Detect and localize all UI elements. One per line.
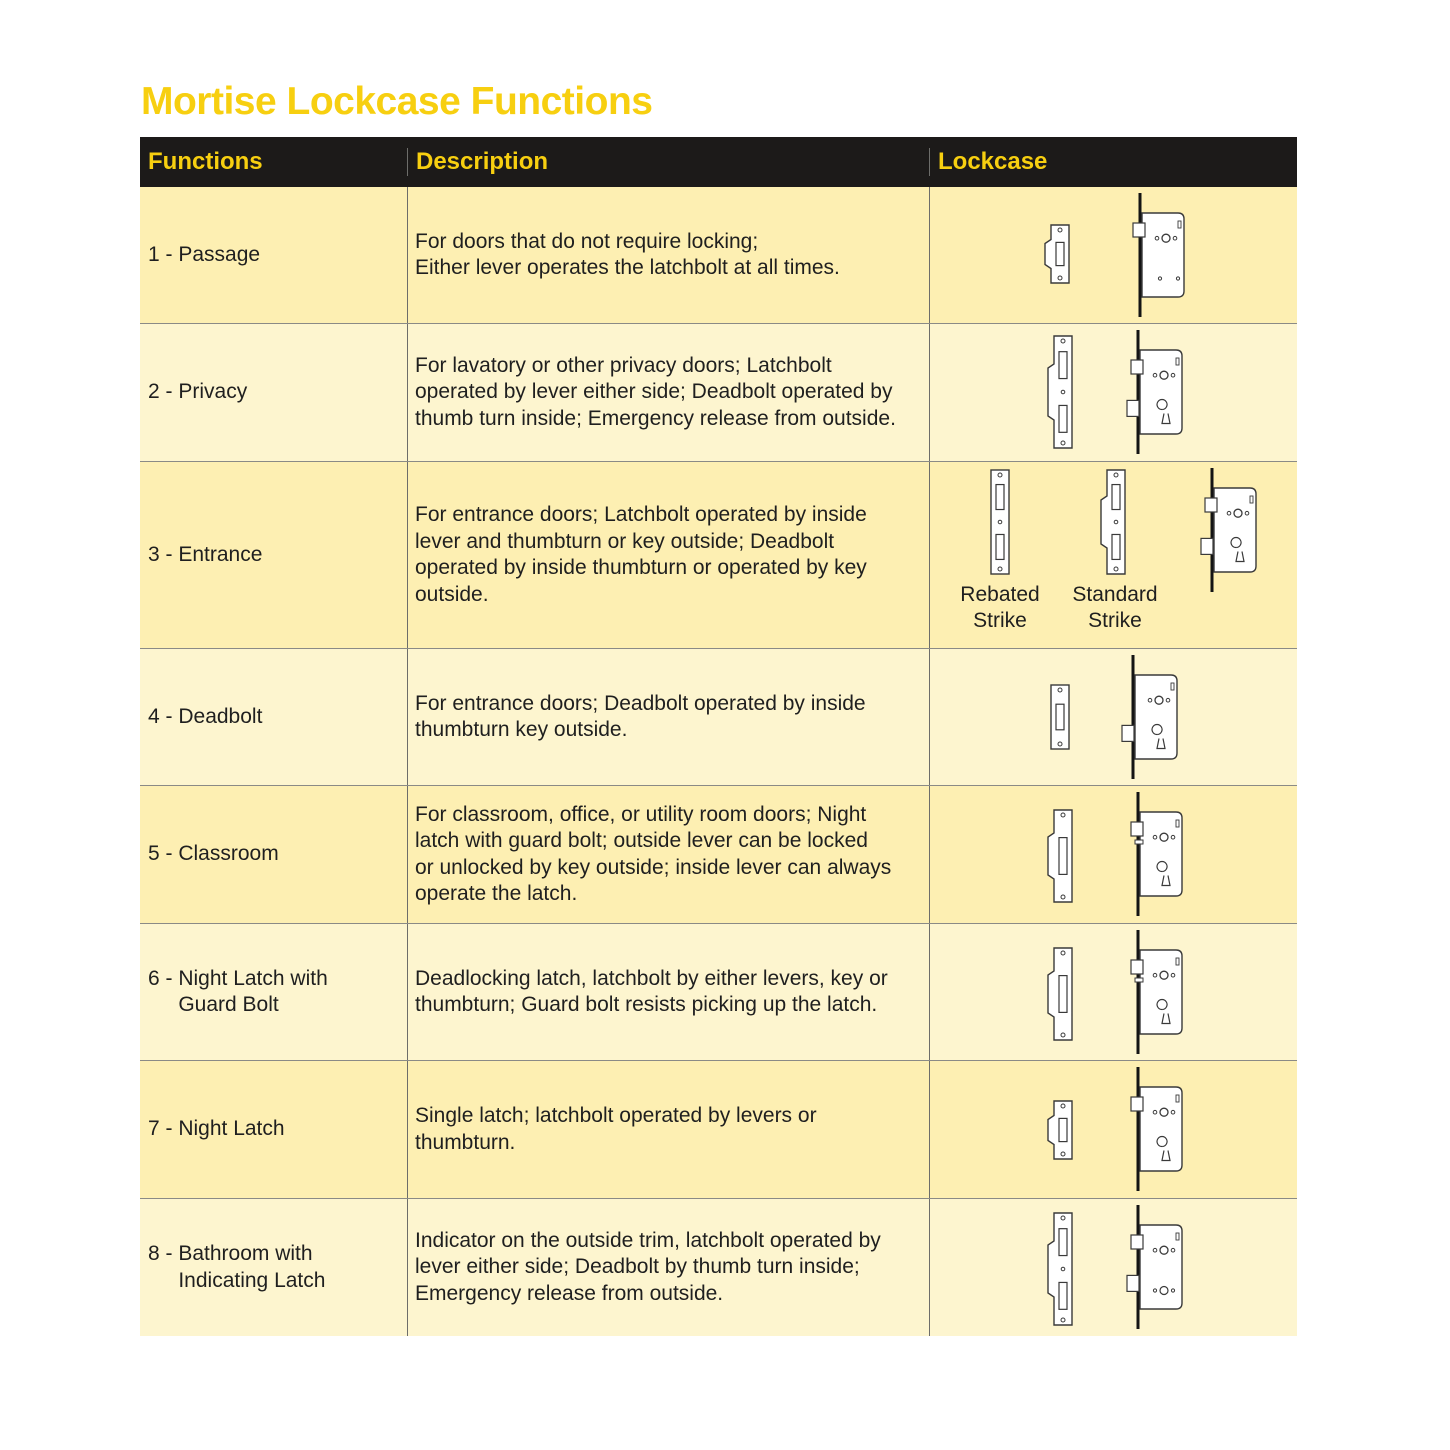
function-name: Bathroom with: [178, 1242, 313, 1265]
lockcase-cell: [930, 786, 1297, 923]
function-name: Classroom: [178, 842, 279, 866]
standard-strike-label: Standard Strike: [1072, 583, 1158, 632]
function-number: 1 -: [148, 242, 179, 266]
night-latch-lockcase-icon: [930, 1061, 1297, 1199]
description-line: For lavatory or other privacy doors; Latchbolt: [415, 353, 832, 377]
table-body: [140, 187, 1297, 1336]
description-line: For doors that do not require locking;: [415, 229, 759, 253]
table-row: [140, 462, 1297, 649]
function-number: 7 -: [148, 1117, 179, 1141]
description-cell: [408, 786, 930, 923]
description-line: operate the latch.: [415, 882, 578, 905]
description-line: thumbturn.: [415, 1130, 516, 1154]
description-line: latch with guard bolt; outside lever can be locked: [415, 829, 868, 852]
description-line: Single latch; latchbolt operated by levers or: [415, 1104, 817, 1127]
function-name: Night Latch with: [178, 966, 328, 990]
passage-lockcase-icon: [930, 187, 1297, 324]
function-cell: [140, 1061, 408, 1198]
description-line: Indicator on the outside trim, latchbolt operated by: [415, 1228, 881, 1252]
lockcase-cell: [930, 187, 1297, 323]
deadbolt-lockcase-icon: [930, 649, 1297, 786]
function-name: Deadbolt: [178, 704, 263, 728]
description-line: Deadlocking latch, latchbolt by either levers, key or: [415, 966, 888, 990]
lockcase-cell: [930, 462, 1297, 648]
classroom-lockcase-icon: [930, 786, 1297, 924]
lockcase-cell: [930, 1061, 1297, 1198]
function-number: 2 -: [148, 380, 179, 404]
table-row: [140, 187, 1297, 324]
function-number: 5 -: [148, 842, 179, 866]
function-cell: [140, 462, 408, 648]
function-cell: [140, 786, 408, 923]
bathroom-indicating-lockcase-icon: [930, 1199, 1297, 1336]
function-name: Entrance: [178, 542, 263, 566]
function-name: Guard Bolt: [178, 993, 279, 1016]
function-name: Passage: [178, 242, 261, 266]
description-cell: [408, 187, 930, 323]
table-row: [140, 324, 1297, 462]
description-line: lever either side; Deadbolt by thumb turn inside;: [415, 1255, 860, 1279]
function-cell: [140, 1199, 408, 1336]
description-line: lever and thumbturn or key outside; Deadbolt: [415, 529, 835, 553]
table-row: [140, 649, 1297, 786]
function-number: 3 -: [148, 542, 179, 566]
privacy-lockcase-icon: [930, 324, 1297, 462]
lockcase-cell: [930, 649, 1297, 785]
description-line: outside.: [415, 582, 489, 606]
table-row: [140, 1061, 1297, 1199]
description-cell: [408, 649, 930, 785]
lockcase-cell: [930, 924, 1297, 1060]
table-row: [140, 1199, 1297, 1336]
function-name: Privacy: [178, 380, 248, 404]
page-title: Mortise Lockcase Functions: [141, 80, 653, 123]
function-cell: [140, 324, 408, 461]
table-header: [140, 137, 1297, 187]
header-functions: Functions: [140, 148, 408, 176]
header-lockcase: Lockcase: [938, 148, 1048, 175]
table-row: [140, 786, 1297, 924]
description-line: thumbturn key outside.: [415, 718, 628, 741]
description-cell: [408, 1199, 930, 1336]
night-latch-guard-bolt-lockcase-icon: [930, 924, 1297, 1061]
description-line: For classroom, office, or utility room doors; Night: [415, 802, 867, 826]
function-cell: [140, 924, 408, 1060]
description-line: operated by lever either side; Deadbolt operated by: [415, 380, 893, 404]
description-line: operated by inside thumbturn or operated by key: [415, 556, 867, 579]
description-cell: [408, 1061, 930, 1198]
description-line: For entrance doors; Deadbolt operated by inside: [415, 691, 866, 715]
description-line: thumbturn; Guard bolt resists picking up the latch.: [415, 993, 878, 1016]
rebated-strike-label: Rebated Strike: [960, 583, 1040, 632]
lockcase-cell: [930, 1199, 1297, 1336]
description-cell: [408, 924, 930, 1060]
function-name: Indicating Latch: [178, 1268, 326, 1292]
description-line: Either lever operates the latchbolt at all times.: [415, 256, 840, 279]
function-number: 6 -: [148, 966, 179, 990]
function-cell: [140, 649, 408, 785]
description-line: Emergency release from outside.: [415, 1281, 724, 1305]
function-number: 8 -: [148, 1242, 179, 1265]
description-line: or unlocked by key outside; inside lever can always: [415, 855, 892, 879]
table-row: [140, 924, 1297, 1061]
description-cell: [408, 462, 930, 648]
description-line: thumb turn inside; Emergency release from outside.: [415, 406, 896, 430]
lockcase-cell: [930, 324, 1297, 461]
description-cell: [408, 324, 930, 461]
header-description: Description: [408, 148, 930, 176]
function-number: 4 -: [148, 704, 179, 728]
lockcase-functions-table: [140, 137, 1297, 1336]
description-line: For entrance doors; Latchbolt operated by inside: [415, 503, 867, 526]
function-cell: [140, 187, 408, 323]
function-name: Night Latch: [178, 1117, 285, 1141]
